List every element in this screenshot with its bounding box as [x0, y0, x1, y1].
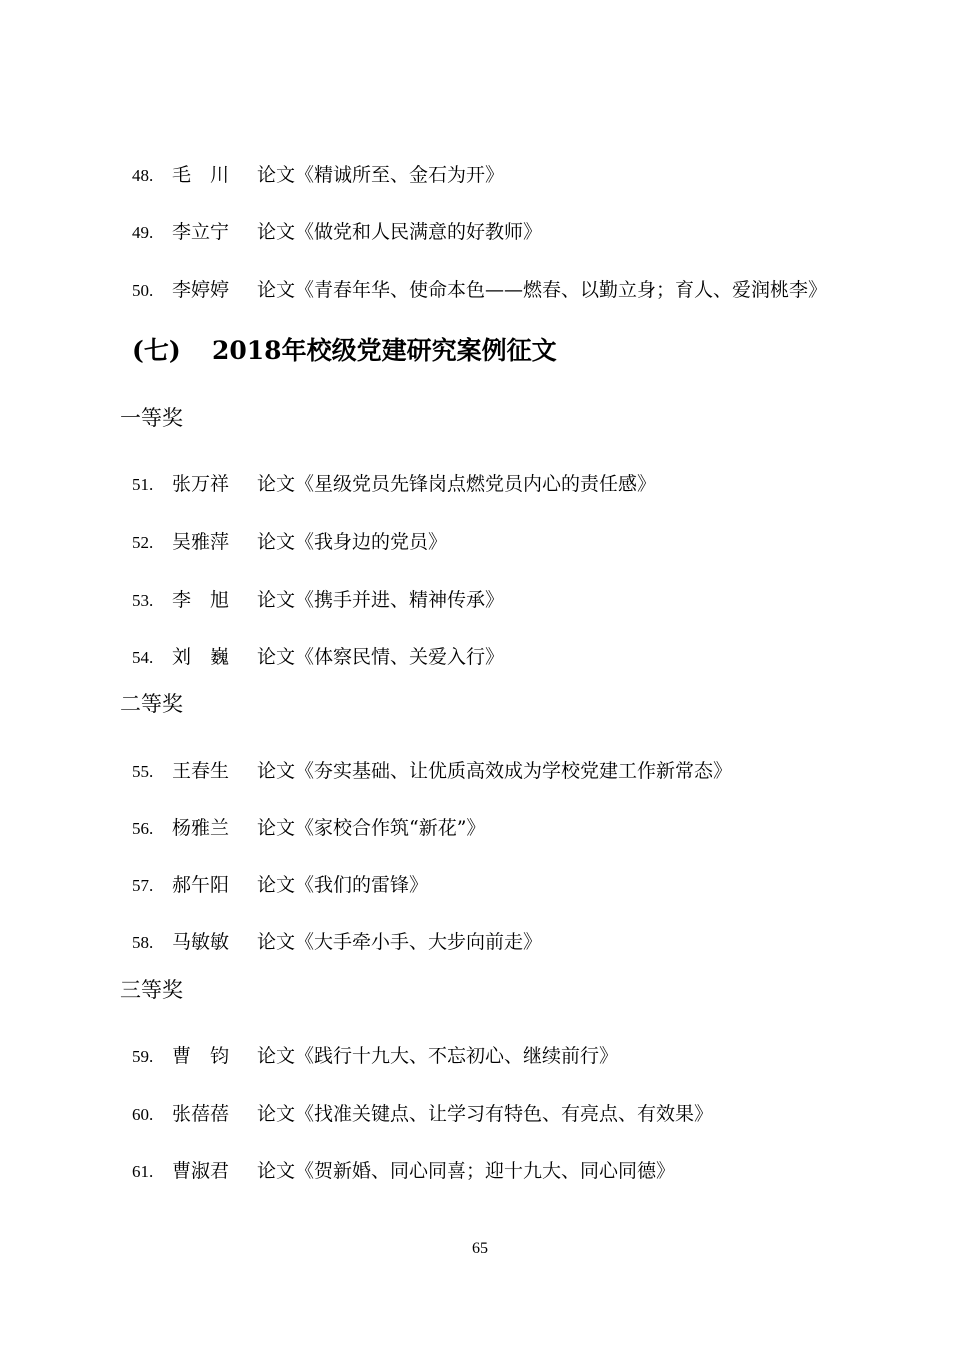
entry-number: 49.	[132, 223, 154, 242]
entry-author: 刘 巍	[172, 646, 230, 668]
entry-author: 张万祥	[172, 473, 230, 495]
entry-title: 论文《我身边的党员》	[257, 531, 448, 553]
list-item	[132, 927, 542, 957]
entry-number: 60.	[132, 1105, 154, 1124]
entry-title: 论文《践行十九大、不忘初心、继续前行》	[257, 1045, 619, 1067]
entry-author: 李婷婷	[172, 279, 230, 301]
entry-number: 48.	[132, 166, 154, 185]
entry-author: 李 旭	[172, 589, 230, 611]
entry-author: 王春生	[172, 760, 230, 782]
entry-title: 论文《我们的雷锋》	[257, 874, 429, 896]
entry-number: 50.	[132, 281, 154, 300]
entry-title: 论文《体察民情、关爱入行》	[257, 646, 505, 668]
entry-number: 55.	[132, 762, 154, 781]
list-item	[132, 642, 504, 672]
list-item	[132, 585, 504, 615]
entry-author: 马敏敏	[172, 931, 230, 953]
entry-title: 论文《星级党员先锋岗点燃党员内心的责任感》	[257, 473, 657, 495]
section-number: (七)	[132, 336, 181, 365]
entry-author: 杨雅兰	[172, 817, 230, 839]
entry-number: 53.	[132, 591, 154, 610]
entry-number: 57.	[132, 876, 154, 895]
entry-number: 59.	[132, 1047, 154, 1066]
list-item	[132, 756, 732, 786]
entry-title: 论文《青春年华、使命本色——燃春、以勤立身；育人、爱润桃李》	[257, 279, 828, 301]
entry-author: 郝午阳	[172, 874, 230, 896]
list-item	[132, 160, 504, 190]
entry-author: 吴雅萍	[172, 531, 230, 553]
section-heading	[132, 333, 557, 369]
list-item	[132, 469, 656, 499]
list-item	[132, 1156, 675, 1186]
list-item	[132, 217, 542, 247]
entry-number: 54.	[132, 648, 154, 667]
entry-title: 论文《大手牵小手、大步向前走》	[257, 931, 543, 953]
award-heading-third: 三等奖	[120, 978, 183, 1002]
list-item	[132, 870, 428, 900]
entry-number: 61.	[132, 1162, 154, 1181]
list-item	[132, 1041, 618, 1071]
entry-author: 曹淑君	[172, 1160, 230, 1182]
entry-author: 李立宁	[172, 221, 230, 243]
award-heading-second: 二等奖	[120, 692, 183, 716]
entry-title: 论文《夯实基础、让优质高效成为学校党建工作新常态》	[257, 760, 733, 782]
list-item	[132, 527, 447, 557]
page-number: 65	[472, 1240, 488, 1257]
entry-title: 论文《做党和人民满意的好教师》	[257, 221, 543, 243]
entry-title: 论文《精诚所至、金石为开》	[257, 164, 505, 186]
entry-title: 论文《找准关键点、让学习有特色、有亮点、有效果》	[257, 1103, 714, 1125]
entry-title: 论文《携手并进、精神传承》	[257, 589, 505, 611]
entry-title: 论文《家校合作筑“新花”》	[257, 817, 486, 839]
entry-author: 张蓓蓓	[172, 1103, 230, 1125]
list-item	[132, 813, 485, 843]
entry-number: 52.	[132, 533, 154, 552]
entry-title: 论文《贺新婚、同心同喜；迎十九大、同心同德》	[257, 1160, 676, 1182]
list-item	[132, 275, 827, 305]
entry-author: 曹 钧	[172, 1045, 230, 1067]
section-title: 2018年校级党建研究案例征文	[212, 336, 557, 365]
entry-number: 51.	[132, 475, 154, 494]
entry-number: 56.	[132, 819, 154, 838]
entry-author: 毛 川	[172, 164, 230, 186]
entry-number: 58.	[132, 933, 154, 952]
list-item	[132, 1099, 713, 1129]
award-heading-first: 一等奖	[120, 406, 183, 430]
